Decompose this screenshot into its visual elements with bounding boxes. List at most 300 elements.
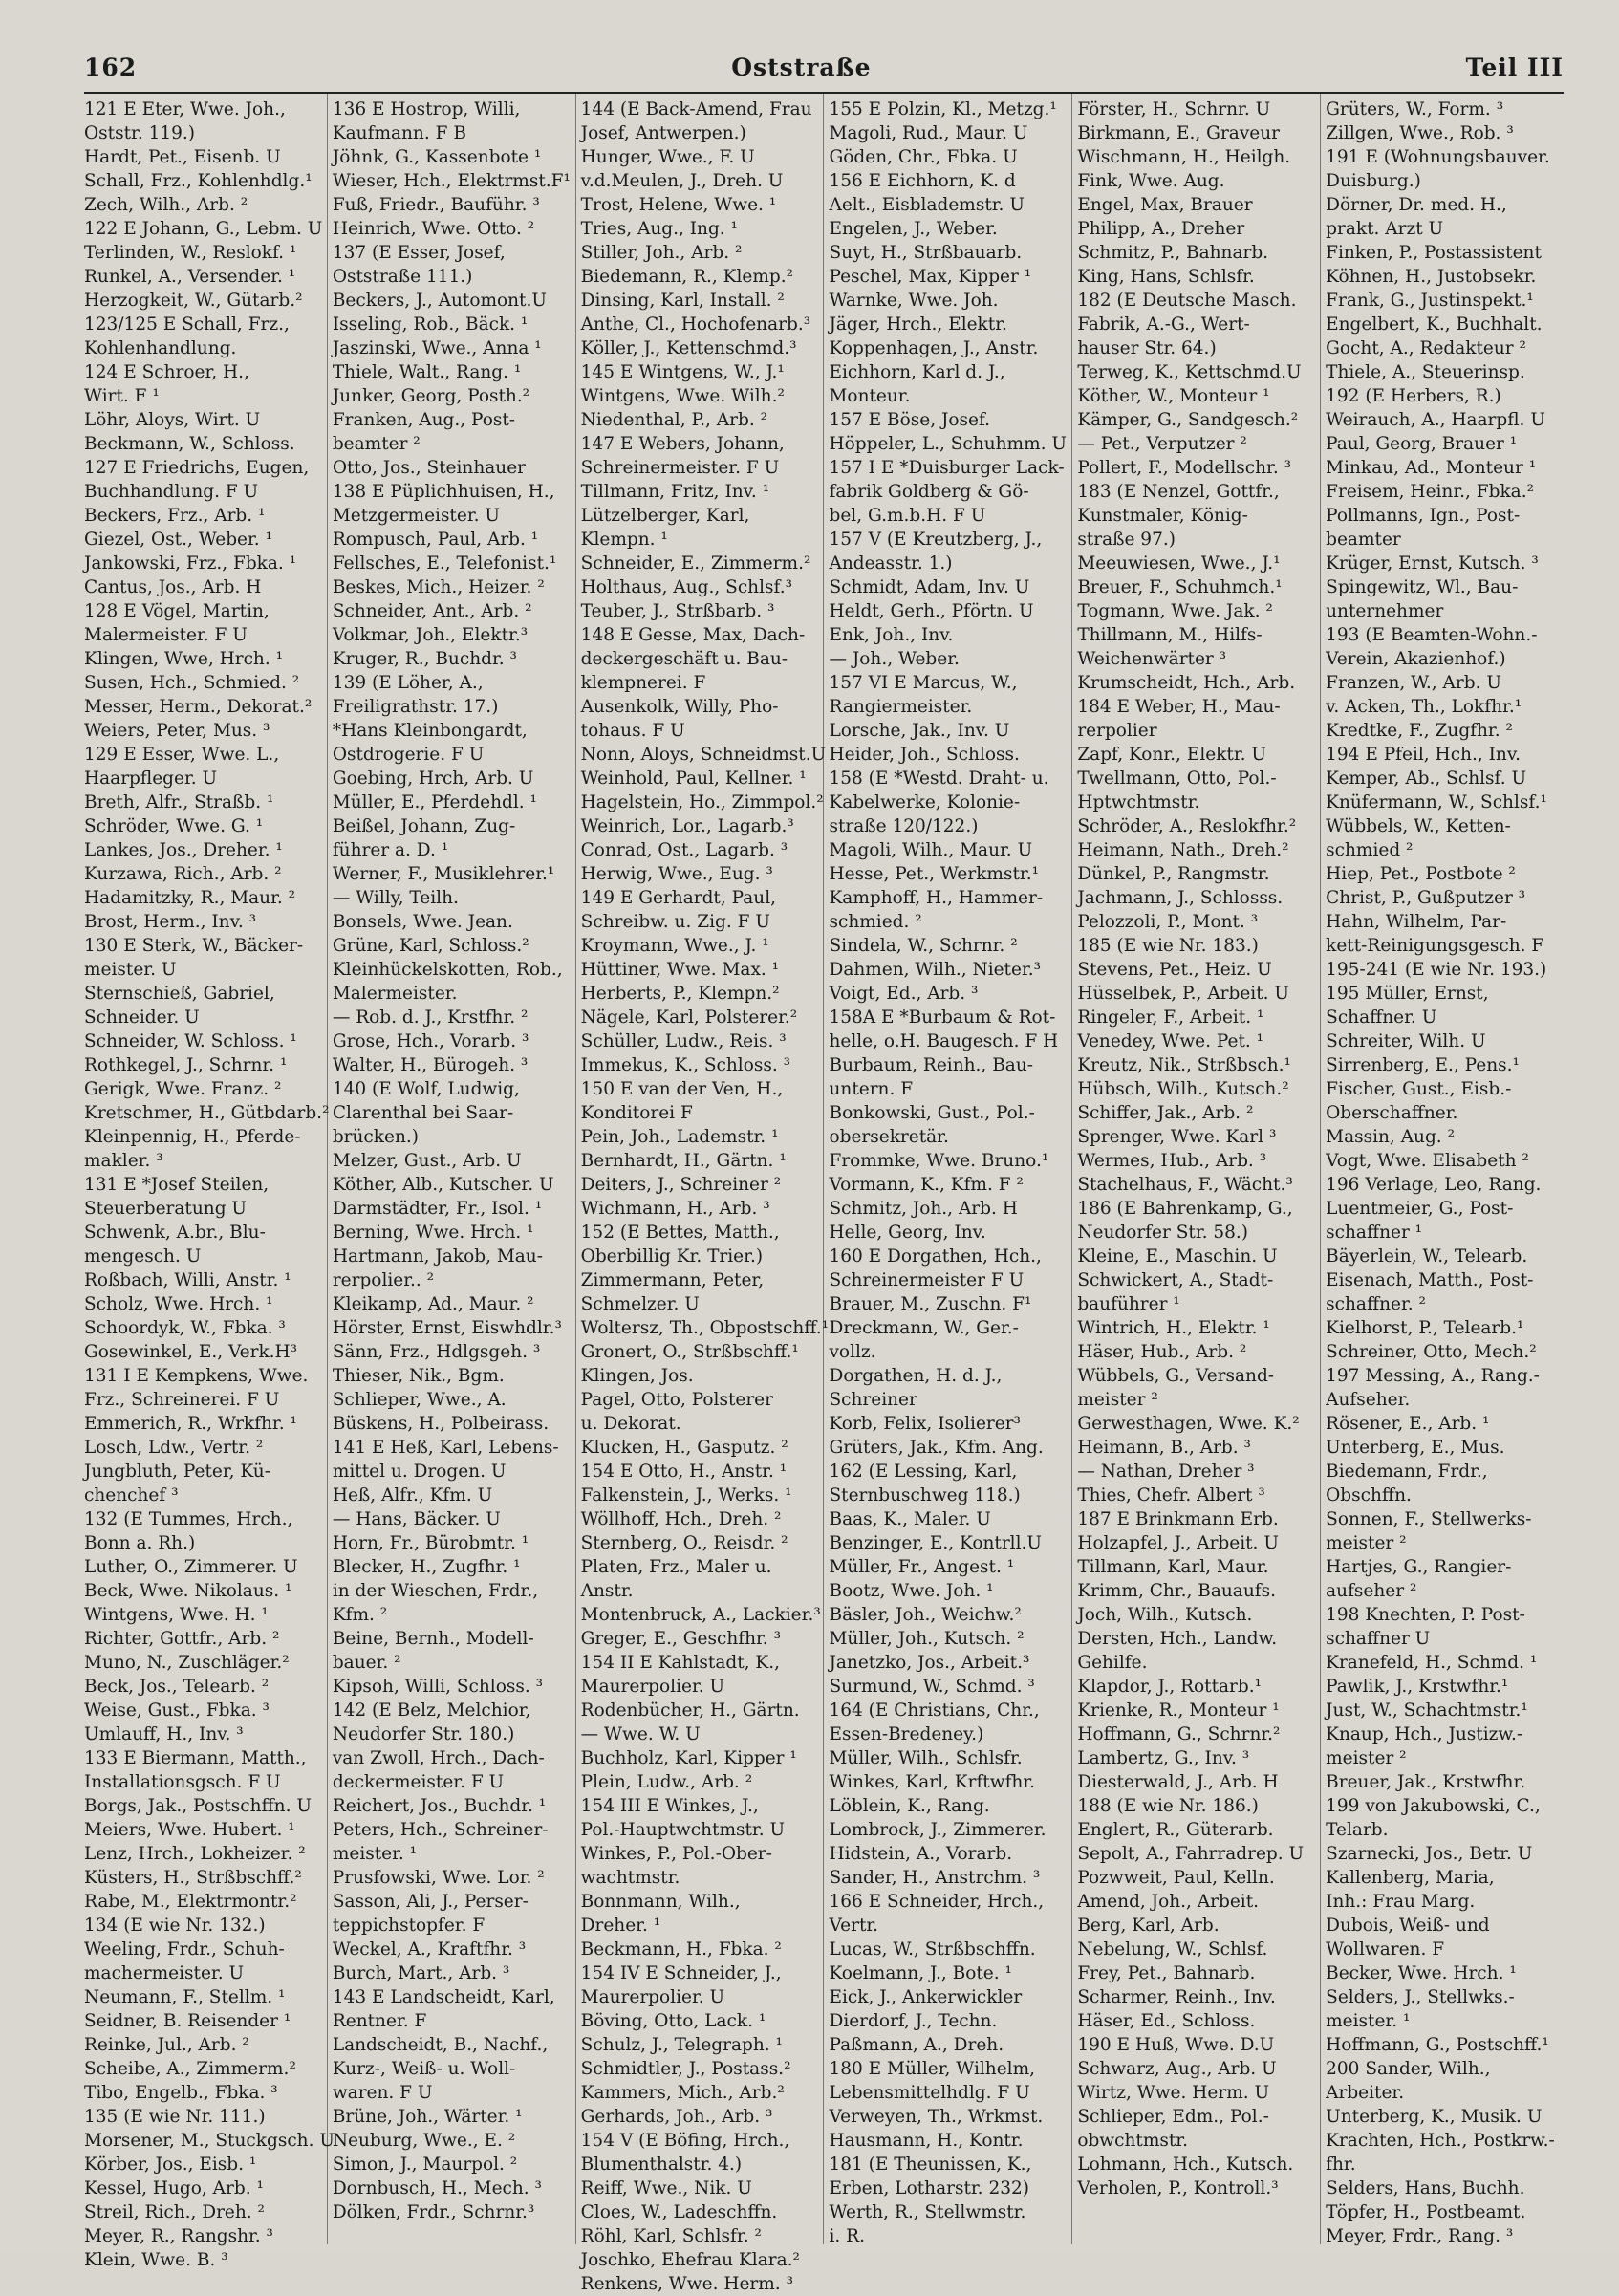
directory-entry-line: straße 97.) xyxy=(1077,530,1176,550)
directory-entry-line: waren. F U xyxy=(332,2083,433,2103)
directory-entry-line: Stevens, Pet., Heiz. U xyxy=(1077,960,1272,980)
directory-entry-line: Walter, H., Bürogeh. ³ xyxy=(332,1055,529,1075)
directory-entry-line: 157 E Böse, Josef. xyxy=(829,410,991,430)
directory-entry-line: Tibo, Engelb., Fbka. ³ xyxy=(84,2083,278,2103)
directory-entry-line: meister. ¹ xyxy=(332,1844,418,1864)
directory-entry-line: 162 (E Lessing, Karl, xyxy=(829,1462,1018,1482)
directory-entry-line: Goebing, Hrch, Arb. U xyxy=(332,769,534,789)
directory-entry-line: 129 E Esser, Wwe. L., xyxy=(84,745,280,765)
directory-entry-line: Brüne, Joh., Wärter. ¹ xyxy=(332,2107,523,2127)
directory-entry-line: teppichstopfer. F xyxy=(332,1916,486,1936)
directory-column-4 xyxy=(824,94,1072,2244)
directory-entry-line: Dörner, Dr. med. H., xyxy=(1326,195,1507,215)
directory-entry-line: Klempn. ¹ xyxy=(580,530,668,550)
directory-entry-line: 134 (E wie Nr. 132.) xyxy=(84,1916,266,1936)
directory-entry-line: Krienke, R., Monteur ¹ xyxy=(1077,1700,1280,1721)
directory-entry-line: Breth, Alfr., Straßb. ¹ xyxy=(84,792,274,812)
directory-entry-line: Heimann, Nath., Dreh.² xyxy=(1077,840,1289,860)
directory-entry-line: 137 (E Esser, Josef, xyxy=(332,243,506,263)
directory-entry-line: Vogt, Wwe. Elisabeth ² xyxy=(1326,1151,1529,1171)
directory-entry-line: Becker, Wwe. Hrch. ¹ xyxy=(1326,1963,1517,1983)
directory-entry-line: Woltersz, Th., Obpostschff.¹ xyxy=(580,1318,830,1338)
directory-entry-line: 198 Knechten, P. Post- xyxy=(1326,1605,1525,1625)
directory-entry-line: Wintgens, Wwe. H. ¹ xyxy=(84,1605,269,1625)
directory-entry-line: Prusfowski, Wwe. Lor. ² xyxy=(332,1868,545,1888)
directory-entry-line: Pollmanns, Ign., Post- xyxy=(1326,506,1521,526)
directory-entry-line: Schreiner xyxy=(829,1390,917,1410)
directory-entry-line: Hardt, Pet., Eisenb. U xyxy=(84,147,281,167)
directory-entry-line: Kruger, R., Buchdr. ³ xyxy=(332,649,517,669)
directory-entry-line: Wübbels, W., Ketten- xyxy=(1326,816,1511,836)
directory-entry-line: Cloes, W., Ladeschffn. xyxy=(580,2202,778,2222)
directory-entry-line: Conrad, Ost., Lagarb. ³ xyxy=(580,840,788,860)
directory-entry-line: Förster, H., Schrnr. U xyxy=(1077,99,1271,119)
directory-entry-line: Eichhorn, Karl d. J., xyxy=(829,362,1005,382)
directory-entry-line: 132 (E Tummes, Hrch., xyxy=(84,1509,293,1529)
directory-entry-line: 147 E Webers, Johann, xyxy=(580,434,785,454)
directory-entry-line: Oststraße 111.) xyxy=(332,267,473,287)
directory-entry-line: Wirtz, Wwe. Herm. U xyxy=(1077,2083,1270,2103)
directory-entry-line: Burbaum, Reinh., Bau- xyxy=(829,1055,1033,1075)
directory-entry-line: Tillmann, Karl, Maur. xyxy=(1077,1557,1269,1577)
directory-entry-line: Eisenach, Matth., Post- xyxy=(1326,1270,1534,1290)
directory-entry-line: Dreckmann, W., Ger.- xyxy=(829,1318,1019,1338)
directory-entry-line: Frz., Schreinerei. F U xyxy=(84,1390,280,1410)
directory-entry-line: Böving, Otto, Lack. ¹ xyxy=(580,2011,766,2031)
directory-entry-line: Hartmann, Jakob, Mau- xyxy=(332,1246,543,1267)
directory-entry-line: schaffner U xyxy=(1326,1629,1431,1649)
directory-entry-line: 182 (E Deutsche Masch. xyxy=(1077,291,1297,311)
directory-entry-line: Schoordyk, W., Fbka. ³ xyxy=(84,1318,286,1338)
directory-entry-line: 152 (E Bettes, Matth., xyxy=(580,1223,780,1243)
directory-entry-line: Konditorei F xyxy=(580,1103,693,1123)
directory-entry-line: Anstr. xyxy=(580,1581,634,1601)
directory-entry-line: wachtmstr. xyxy=(580,1868,680,1888)
directory-entry-line: Löhr, Aloys, Wirt. U xyxy=(84,410,261,430)
directory-entry-line: Knüfermann, W., Schlsf.¹ xyxy=(1326,792,1547,812)
directory-entry-line: Fischer, Gust., Eisb.- xyxy=(1326,1079,1512,1099)
directory-entry-line: Beckers, Frz., Arb. ¹ xyxy=(84,506,266,526)
directory-entry-line: Togmann, Wwe. Jak. ² xyxy=(1077,601,1273,621)
directory-entry-line: Wollwaren. F xyxy=(1326,1939,1445,1960)
directory-entry-line: Suyt, H., Strßbauarb. xyxy=(829,243,1023,263)
directory-entry-line: Wichmann, H., Arb. ³ xyxy=(580,1199,770,1219)
directory-entry-line: Aufseher. xyxy=(1326,1390,1411,1410)
directory-entry-line: Fink, Wwe. Aug. xyxy=(1077,171,1225,191)
directory-entry-line: 190 E Huß, Wwe. D.U xyxy=(1077,2035,1275,2055)
directory-entry-line: schmied ² xyxy=(1326,840,1414,860)
directory-entry-line: schaffner ¹ xyxy=(1326,1223,1423,1243)
directory-entry-line: Sternberg, O., Reisdr. ² xyxy=(580,1533,788,1553)
directory-entry-line: — Pet., Verputzer ² xyxy=(1077,434,1247,454)
directory-entry-line: Lucas, W., Strßbschffn. xyxy=(829,1939,1036,1960)
directory-entry-line: Dahmen, Wilh., Nieter.³ xyxy=(829,960,1042,980)
directory-entry-line: Wirt. F ¹ xyxy=(84,386,160,406)
directory-entry-line: Engelen, J., Weber. xyxy=(829,219,998,239)
directory-entry-line: 154 II E Kahlstadt, K., xyxy=(580,1653,780,1673)
directory-entry-line: Anthe, Cl., Hochofenarb.³ xyxy=(580,314,811,335)
directory-entry-line: Unterberg, E., Mus. xyxy=(1326,1438,1505,1458)
directory-entry-line: Koppenhagen, J., Anstr. xyxy=(829,338,1039,358)
directory-entry-line: Verweyen, Th., Wrkmst. xyxy=(829,2107,1044,2127)
directory-entry-line: bel, G.m.b.H. F U xyxy=(829,506,986,526)
directory-entry-line: Krimm, Chr., Bauaufs. xyxy=(1077,1581,1276,1601)
directory-entry-line: Oststr. 119.) xyxy=(84,123,196,143)
directory-entry-line: Minkau, Ad., Monteur ¹ xyxy=(1326,458,1537,478)
directory-entry-line: van Zwoll, Hrch., Dach- xyxy=(332,1748,545,1768)
directory-entry-line: Haarpfleger. U xyxy=(84,769,218,789)
directory-entry-line: 186 (E Bahrenkamp, G., xyxy=(1077,1199,1293,1219)
directory-entry-line: kett-Reinigungsgesch. F xyxy=(1326,936,1544,956)
directory-entry-line: Metzgermeister. U xyxy=(332,506,500,526)
directory-entry-line: Hidstein, A., Vorarb. xyxy=(829,1844,1013,1864)
directory-entry-line: Hoffmann, G., Postschff.¹ xyxy=(1326,2035,1549,2055)
directory-entry-line: bauer. ² xyxy=(332,1653,401,1673)
directory-entry-line: Schall, Frz., Kohlenhdlg.¹ xyxy=(84,171,313,191)
directory-entry-line: Rodenbücher, H., Gärtn. xyxy=(580,1700,800,1721)
directory-entry-line: Röhl, Karl, Schlsfr. ² xyxy=(580,2226,762,2246)
directory-entry-line: King, Hans, Schlsfr. xyxy=(1077,267,1255,287)
directory-entry-line: 185 (E wie Nr. 183.) xyxy=(1077,936,1259,956)
directory-entry-line: Schmelzer. U xyxy=(580,1294,700,1314)
directory-entry-line: Kaufmann. F B xyxy=(332,123,466,143)
directory-entry-line: Schulz, J., Telegraph. ¹ xyxy=(580,2035,783,2055)
directory-entry-line: Brost, Herm., Inv. ³ xyxy=(84,912,257,932)
directory-entry-line: Schreibw. u. Zig. F U xyxy=(580,912,770,932)
directory-entry-line: Losch, Ldw., Vertr. ² xyxy=(84,1438,264,1458)
directory-entry-line: 131 I E Kempkens, Wwe. xyxy=(84,1366,309,1386)
directory-entry-line: Thieser, Nik., Bgm. xyxy=(332,1366,505,1386)
directory-entry-line: Pollert, F., Modellschr. ³ xyxy=(1077,458,1292,478)
directory-entry-line: Sepolt, A., Fahrradrep. U xyxy=(1077,1844,1305,1864)
page-header xyxy=(84,54,1564,88)
directory-entry-line: Meyer, R., Rangshr. ³ xyxy=(84,2226,273,2246)
directory-entry-line: Hübsch, Wilh., Kutsch.² xyxy=(1077,1079,1289,1099)
directory-entry-line: Gerhards, Joh., Arb. ³ xyxy=(580,2107,773,2127)
directory-entry-line: Kammers, Mich., Arb.² xyxy=(580,2083,785,2103)
directory-entry-line: Schwickert, A., Stadt- xyxy=(1077,1270,1274,1290)
directory-entry-line: Kamphoff, H., Hammer- xyxy=(829,888,1044,908)
directory-entry-line: 124 E Schroer, H., xyxy=(84,362,249,382)
directory-entry-line: Kurz-, Weiß- u. Woll- xyxy=(332,2059,516,2079)
directory-entry-line: Bootz, Wwe. Joh. ¹ xyxy=(829,1581,994,1601)
directory-entry-line: Arbeiter. xyxy=(1326,2083,1405,2103)
directory-entry-line: Eick, J., Ankerwickler xyxy=(829,1987,1023,2007)
directory-entry-line: Herzogkeit, W., Gütarb.² xyxy=(84,291,303,311)
directory-entry-line: Unterberg, K., Musik. U xyxy=(1326,2107,1543,2127)
directory-entry-line: Herberts, P., Klempn.² xyxy=(580,984,780,1004)
directory-entry-line: Diesterwald, J., Arb. H xyxy=(1077,1772,1279,1792)
directory-entry-line: Heinrich, Wwe. Otto. ² xyxy=(332,219,535,239)
directory-entry-line: Werth, R., Stellwmstr. xyxy=(829,2202,1026,2222)
directory-entry-line: Schreiner, Otto, Mech.² xyxy=(1326,1342,1537,1362)
directory-entry-line: Köhnen, H., Justobsekr. xyxy=(1326,267,1537,287)
directory-entry-line: Frank, G., Justinspekt.¹ xyxy=(1326,291,1534,311)
directory-entry-line: Tries, Aug., Ing. ¹ xyxy=(580,219,738,239)
directory-entry-line: Volkmar, Joh., Elektr.³ xyxy=(332,625,529,645)
directory-entry-line: Sternschieß, Gabriel, xyxy=(84,984,275,1004)
directory-entry-line: Weeling, Frdr., Schuh- xyxy=(84,1939,285,1960)
directory-entry-line: Borgs, Jak., Postschffn. U xyxy=(84,1796,312,1816)
directory-entry-line: Pozwweit, Paul, Kelln. xyxy=(1077,1868,1275,1888)
directory-entry-line: Maurerpolier. U xyxy=(580,1677,725,1697)
directory-entry-line: Rabe, M., Elektrmontr.² xyxy=(84,1892,297,1912)
directory-entry-line: Rentner. F xyxy=(332,2011,427,2031)
directory-entry-line: Schneider, W. Schloss. ¹ xyxy=(84,1031,297,1051)
directory-entry-line: Hüsselbek, P., Arbeit. U xyxy=(1077,984,1290,1004)
directory-entry-line: — Wwe. W. U xyxy=(580,1724,701,1744)
directory-entry-line: Oberbillig Kr. Trier.) xyxy=(580,1246,764,1267)
directory-entry-line: Selders, Hans, Buchh. xyxy=(1326,2178,1525,2199)
directory-entry-line: Kielhorst, P., Telearb.¹ xyxy=(1326,1318,1524,1338)
directory-entry-line: Greger, E., Geschfhr. ³ xyxy=(580,1629,781,1649)
directory-entry-line: 128 E Vögel, Martin, xyxy=(84,601,270,621)
directory-entry-line: Weinrich, Lor., Lagarb.³ xyxy=(580,816,794,836)
directory-entry-line: Engel, Max, Brauer xyxy=(1077,195,1253,215)
directory-entry-line: Aelt., Eisblademstr. U xyxy=(829,195,1025,215)
directory-entry-line: Schwarz, Aug., Arb. U xyxy=(1077,2059,1277,2079)
directory-entry-line: Enk, Joh., Inv. xyxy=(829,625,954,645)
directory-entry-line: 150 E van der Ven, H., xyxy=(580,1079,784,1099)
directory-entry-line: Beißel, Johann, Zug- xyxy=(332,816,516,836)
directory-entry-line: Bonn a. Rh.) xyxy=(84,1533,196,1553)
directory-entry-line: Schröder, A., Reslokfhr.² xyxy=(1077,816,1297,836)
directory-entry-line: Blumenthalstr. 4.) xyxy=(580,2155,743,2175)
directory-entry-line: Zillgen, Wwe., Rob. ³ xyxy=(1326,123,1514,143)
directory-entry-line: Melzer, Gust., Arb. U xyxy=(332,1151,522,1171)
directory-entry-line: Gerigk, Wwe. Franz. ² xyxy=(84,1079,282,1099)
directory-entry-line: Beck, Wwe. Nikolaus. ¹ xyxy=(84,1581,292,1601)
directory-entry-line: Runkel, A., Versender. ¹ xyxy=(84,267,296,287)
directory-entry-line: Köller, J., Kettenschmd.³ xyxy=(580,338,797,358)
directory-entry-line: Erben, Lotharstr. 232) xyxy=(829,2178,1029,2199)
directory-entry-line: Franken, Aug., Post- xyxy=(332,410,516,430)
columns xyxy=(84,94,1564,2294)
directory-entry-line: Dreher. ¹ xyxy=(580,1916,661,1936)
directory-entry-line: Landscheidt, B., Nachf., xyxy=(332,2035,549,2055)
directory-entry-line: Magoli, Wilh., Maur. U xyxy=(829,840,1033,860)
directory-entry-line: v.d.Meulen, J., Dreh. U xyxy=(580,171,784,191)
directory-entry-line: Büskens, H., Polbeirass. xyxy=(332,1414,550,1434)
directory-entry-line: Jäger, Hrch., Elektr. xyxy=(829,314,1007,335)
directory-entry-line: Schlieper, Edm., Pol.- xyxy=(1077,2107,1269,2127)
directory-entry-line: Scharmer, Reinh., Inv. xyxy=(1077,1987,1276,2007)
directory-entry-line: Freisem, Heinr., Fbka.² xyxy=(1326,482,1535,502)
directory-entry-line: 184 E Weber, H., Mau- xyxy=(1077,697,1281,717)
directory-entry-line: 199 von Jakubowski, C., xyxy=(1326,1796,1541,1816)
directory-entry-line: fhr. xyxy=(1326,2155,1356,2175)
directory-entry-line: Finken, P., Postassistent xyxy=(1326,243,1542,263)
directory-entry-line: meister ² xyxy=(1326,1533,1407,1553)
directory-entry-line: Jaszinski, Wwe., Anna ¹ xyxy=(332,338,542,358)
directory-entry-line: Surmund, W., Schmd. ³ xyxy=(829,1677,1035,1697)
directory-entry-line: hauser Str. 64.) xyxy=(1077,338,1217,358)
directory-entry-line: Heß, Alfr., Kfm. U xyxy=(332,1485,493,1505)
directory-entry-line: Nonn, Aloys, Schneidmst.U xyxy=(580,745,827,765)
directory-entry-line: Sternbuschweg 118.) xyxy=(829,1485,1021,1505)
directory-entry-line: Steuerberatung U xyxy=(84,1199,248,1219)
directory-entry-line: Schlieper, Wwe., A. xyxy=(332,1390,507,1410)
directory-entry-line: 154 E Otto, H., Anstr. ¹ xyxy=(580,1462,788,1482)
directory-entry-line: Höppeler, L., Schuhmm. U xyxy=(829,434,1067,454)
directory-entry-line: Ringeler, F., Arbeit. ¹ xyxy=(1077,1007,1264,1028)
directory-entry-line: Josef, Antwerpen.) xyxy=(580,123,746,143)
directory-column-2 xyxy=(328,94,576,2244)
directory-entry-line: Küsters, H., Strßbschff.² xyxy=(84,1868,302,1888)
directory-entry-line: Twellmann, Otto, Pol.- xyxy=(1077,769,1277,789)
directory-entry-line: Schwenk, A.br., Blu- xyxy=(84,1223,266,1243)
directory-entry-line: Christ, P., Gußputzer ³ xyxy=(1326,888,1526,908)
directory-entry-line: *Hans Kleinbongardt, xyxy=(332,721,528,741)
directory-entry-line: Kretschmer, H., Gütbdarb.² xyxy=(84,1103,330,1123)
directory-entry-line: 154 IV E Schneider, J., xyxy=(580,1963,782,1983)
directory-entry-line: Meiers, Wwe. Hubert. ¹ xyxy=(84,1820,295,1840)
directory-entry-line: Lambertz, G., Inv. ³ xyxy=(1077,1748,1250,1768)
directory-entry-line: Thiele, Walt., Rang. ¹ xyxy=(332,362,522,382)
directory-entry-line: Schüller, Ludw., Reis. ³ xyxy=(580,1031,787,1051)
directory-entry-line: Weise, Gust., Fbka. ³ xyxy=(84,1700,270,1721)
directory-entry-line: Müller, Wilh., Schlsfr. xyxy=(829,1748,1023,1768)
directory-entry-line: Schreiter, Wilh. U xyxy=(1326,1031,1486,1051)
directory-entry-line: Cantus, Jos., Arb. H xyxy=(84,577,262,597)
directory-entry-line: Reinke, Jul., Arb. ² xyxy=(84,2035,249,2055)
directory-entry-line: Beine, Bernh., Modell- xyxy=(332,1629,534,1649)
directory-entry-line: Lenz, Hrch., Lokheizer. ² xyxy=(84,1844,306,1864)
directory-entry-line: Bernhardt, H., Gärtn. ¹ xyxy=(580,1151,787,1171)
directory-entry-line: Körber, Jos., Eisb. ¹ xyxy=(84,2155,257,2175)
directory-entry-line: Installationsgsch. F U xyxy=(84,1772,281,1792)
directory-entry-line: tohaus. F U xyxy=(580,721,685,741)
directory-entry-line: Kfm. ² xyxy=(332,1605,388,1625)
directory-entry-line: Gosewinkel, E., Verk.H³ xyxy=(84,1342,298,1362)
directory-entry-line: Winkes, Karl, Krftwfhr. xyxy=(829,1772,1036,1792)
directory-entry-line: Sänn, Frz., Hdlgsgeh. ³ xyxy=(332,1342,541,1362)
directory-entry-line: 196 Verlage, Leo, Rang. xyxy=(1326,1175,1542,1195)
directory-entry-line: Duisburg.) xyxy=(1326,171,1421,191)
directory-entry-line: meister ² xyxy=(1326,1748,1407,1768)
directory-entry-line: Dorgathen, H. d. J., xyxy=(829,1366,1003,1386)
directory-entry-line: Burch, Mart., Arb. ³ xyxy=(332,1963,510,1983)
directory-entry-line: Benzinger, E., Kontrll.U xyxy=(829,1533,1042,1553)
directory-entry-line: Stachelhaus, F., Wächt.³ xyxy=(1077,1175,1293,1195)
directory-entry-line: Nägele, Karl, Polsterer.² xyxy=(580,1007,798,1028)
directory-entry-line: Gehilfe. xyxy=(1077,1653,1148,1673)
directory-entry-line: Jungbluth, Peter, Kü- xyxy=(84,1462,270,1482)
directory-entry-line: rerpolier xyxy=(1077,721,1157,741)
directory-entry-line: meister. ¹ xyxy=(1326,2011,1411,2031)
directory-entry-line: Gocht, A., Redakteur ² xyxy=(1326,338,1526,358)
directory-entry-line: Vormann, K., Kfm. F ² xyxy=(829,1175,1024,1195)
directory-entry-line: Heimann, B., Arb. ³ xyxy=(1077,1438,1251,1458)
directory-entry-line: Muno, N., Zuschläger.² xyxy=(84,1653,290,1673)
directory-entry-line: Wübbels, G., Versand- xyxy=(1077,1366,1275,1386)
directory-entry-line: Clarenthal bei Saar- xyxy=(332,1103,514,1123)
directory-entry-line: beamter xyxy=(1326,530,1401,550)
directory-entry-line: rerpolier.. ² xyxy=(332,1270,435,1290)
directory-entry-line: 157 I E *Duisburger Lack- xyxy=(829,458,1065,478)
directory-entry-line: Pol.-Hauptwchtmstr. U xyxy=(580,1820,786,1840)
directory-entry-line: Grüters, W., Form. ³ xyxy=(1326,99,1504,119)
directory-entry-line: Joch, Wilh., Kutsch. xyxy=(1077,1605,1253,1625)
directory-entry-line: obersekretär. xyxy=(829,1127,949,1147)
directory-entry-line: Seidner, B. Reisender ¹ xyxy=(84,2011,291,2031)
directory-entry-line: 142 (E Belz, Melchior, xyxy=(332,1700,531,1721)
directory-column-3 xyxy=(576,94,830,2294)
directory-entry-line: Dubois, Weiß- und xyxy=(1326,1916,1490,1936)
directory-entry-line: Gronert, O., Strßbschff.¹ xyxy=(580,1342,799,1362)
directory-entry-line: Wischmann, H., Heilgh. xyxy=(1077,147,1291,167)
directory-entry-line: Weckel, A., Kraftfhr. ³ xyxy=(332,1939,527,1960)
directory-entry-line: 136 E Hostrop, Willi, xyxy=(332,99,521,119)
directory-entry-line: Andeasstr. 1.) xyxy=(829,553,953,574)
directory-entry-line: Verholen, P., Kontroll.³ xyxy=(1077,2178,1279,2199)
directory-entry-line: Weichenwärter ³ xyxy=(1077,649,1227,669)
directory-entry-line: Fellsches, E., Telefonist.¹ xyxy=(332,553,557,574)
directory-column-5 xyxy=(1072,94,1321,2244)
directory-entry-line: 191 E (Wohnungsbauver. xyxy=(1326,147,1550,167)
directory-entry-line: Simon, J., Maurpol. ² xyxy=(332,2155,518,2175)
directory-entry-line: Klein, Wwe. B. ³ xyxy=(84,2250,228,2270)
directory-entry-line: Oberschaffner. xyxy=(1326,1103,1458,1123)
directory-entry-line: 130 E Sterk, W., Bäcker- xyxy=(84,936,304,956)
directory-entry-line: Neudorfer Str. 180.) xyxy=(332,1724,515,1744)
directory-entry-line: 164 (E Christians, Chr., xyxy=(829,1700,1040,1721)
directory-entry-line: Gerwesthagen, Wwe. K.² xyxy=(1077,1414,1300,1434)
directory-entry-line: Thillmann, M., Hilfs- xyxy=(1077,625,1263,645)
directory-entry-line: Obschffn. xyxy=(1326,1485,1412,1505)
directory-entry-line: Beck, Jos., Telearb. ² xyxy=(84,1677,270,1697)
directory-entry-line: 192 (E Herbers, R.) xyxy=(1326,386,1501,406)
directory-entry-line: Heider, Joh., Schloss. xyxy=(829,745,1020,765)
directory-entry-line: Hausmann, H., Kontr. xyxy=(829,2131,1024,2151)
directory-entry-line: Hoffmann, G., Schrnr.² xyxy=(1077,1724,1281,1744)
directory-entry-line: 140 (E Wolf, Ludwig, xyxy=(332,1079,520,1099)
directory-entry-line: Koelmann, J., Bote. ¹ xyxy=(829,1963,1012,1983)
directory-entry-line: Peschel, Max, Kipper ¹ xyxy=(829,267,1032,287)
directory-entry-line: Wermes, Hub., Arb. ³ xyxy=(1077,1151,1267,1171)
directory-entry-line: Grose, Hch., Vorarb. ³ xyxy=(332,1031,529,1051)
directory-entry-line: Müller, Fr., Angest. ¹ xyxy=(829,1557,1015,1577)
directory-entry-line: Maurerpolier. U xyxy=(580,1987,725,2007)
directory-entry-line: Scheibe, A., Zimmerm.² xyxy=(84,2059,296,2079)
directory-entry-line: aufseher ² xyxy=(1326,1581,1417,1601)
part-label: Teil III xyxy=(1465,54,1564,81)
directory-entry-line: Stiller, Joh., Arb. ² xyxy=(580,243,743,263)
directory-entry-line: 195 Müller, Ernst, xyxy=(1326,984,1489,1004)
directory-entry-line: 154 III E Winkes, J., xyxy=(580,1796,759,1816)
directory-entry-line: Peters, Hch., Schreiner- xyxy=(332,1820,549,1840)
directory-entry-line: Dünkel, P., Rangmstr. xyxy=(1077,864,1270,884)
directory-entry-line: Neumann, F., Stellm. ¹ xyxy=(84,1987,286,2007)
directory-entry-line: Scholz, Wwe. Hrch. ¹ xyxy=(84,1294,273,1314)
directory-entry-line: 194 E Pfeil, Hch., Inv. xyxy=(1326,745,1521,765)
directory-entry-line: mengesch. U xyxy=(84,1246,202,1267)
directory-entry-line: makler. ³ xyxy=(84,1151,163,1171)
directory-entry-line: Messer, Herm., Dekorat.² xyxy=(84,697,313,717)
directory-entry-line: in der Wieschen, Frdr., xyxy=(332,1581,539,1601)
directory-entry-line: Töpfer, H., Postbeamt. xyxy=(1326,2202,1526,2222)
directory-entry-line: 193 (E Beamten-Wohn.- xyxy=(1326,625,1538,645)
directory-entry-line: unternehmer xyxy=(1326,601,1444,621)
directory-entry-line: Ostdrogerie. F U xyxy=(332,745,485,765)
directory-entry-line: Fuß, Friedr., Bauführ. ³ xyxy=(332,195,540,215)
page-number: 162 xyxy=(84,54,138,81)
directory-entry-line: Terlinden, W., Reslokf. ¹ xyxy=(84,243,297,263)
directory-entry-line: Breuer, F., Schuhmch.¹ xyxy=(1077,577,1283,597)
directory-entry-line: Hesse, Pet., Werkmstr.¹ xyxy=(829,864,1039,884)
directory-entry-line: Rompusch, Paul, Arb. ¹ xyxy=(332,530,539,550)
directory-entry-line: Kleine, E., Maschin. U xyxy=(1077,1246,1278,1267)
